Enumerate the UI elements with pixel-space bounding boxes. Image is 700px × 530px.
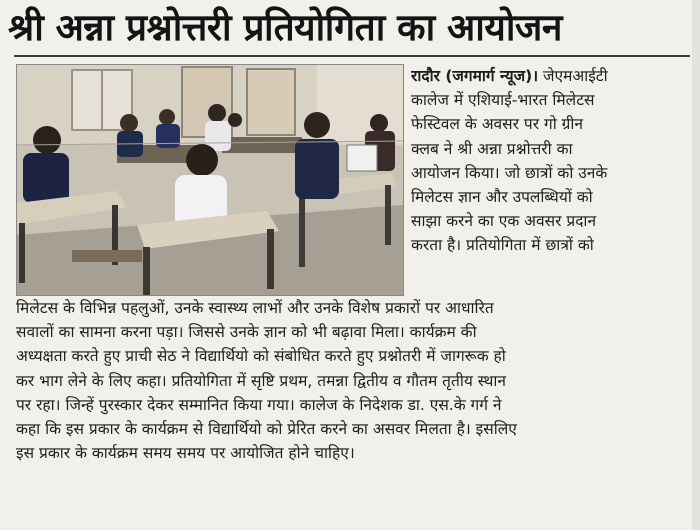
article-body (16, 296, 693, 465)
article-line: करता है। प्रतियोगिता में छात्रों को (411, 236, 594, 255)
article-line: कहा कि इस प्रकार के कार्यक्रम से विद्यार्थियो को प्रेरित करने का असवर मिलता है। इसलिए (16, 420, 517, 439)
article-line (411, 64, 693, 88)
article-line: इस प्रकार के कार्यक्रम समय समय पर आयोजित होने चाहिए। (16, 444, 355, 463)
page-edge (692, 0, 700, 530)
article-line: सवालों का सामना करना पड़ा। जिससे उनके ज्ञान को भी बढ़ावा मिला। कार्यक्रम की (16, 323, 477, 342)
article-right-column (411, 64, 693, 258)
article-line: साझा करने का एक अवसर प्रदान (411, 212, 597, 231)
article-line: आयोजन किया। जो छात्रों को उनके (411, 163, 608, 182)
article-dateline: रादौर (जगमार्ग न्यूज)। (411, 67, 539, 85)
article-line: मिलेटस ज्ञान और उपलब्धियों को (411, 188, 593, 207)
article-line: कर भाग लेने के लिए कहा। प्रतियोगिता में सृष्टि प्रथम, तमन्ना द्वितीय व गौतम तृतीय स्थान (16, 371, 507, 390)
article-line: पर रहा। जिन्हें पुरस्कार देकर सम्मानित किया गया। कालेज के निदेशक डा. एस.के गर्ग ने (16, 395, 502, 414)
article-line: कालेज में एशियाई-भारत मिलेटस (411, 91, 595, 110)
article-text: जेएमआईटी (543, 67, 608, 85)
article-line: मिलेटस के विभिन्न पहलुओं, उनके स्वास्थ्य लाभों और उनके विशेष प्रकारों पर आधारित (16, 299, 494, 317)
headline-rule (14, 55, 690, 57)
article-headline: श्री अन्ना प्रश्नोत्तरी प्रतियोगिता का आयोजन (8, 6, 562, 49)
article-photo (16, 64, 404, 296)
article-line: क्लब ने श्री अन्ना प्रश्नोत्तरी का (411, 139, 573, 158)
article-line: अध्यक्षता करते हुए प्राची सेठ ने विद्यार्थियो को संबोधित करते हुए प्रश्नोतरी में जागरूक हो (16, 347, 506, 366)
article-line: फेस्टिवल के अवसर पर गो ग्रीन (411, 115, 583, 134)
